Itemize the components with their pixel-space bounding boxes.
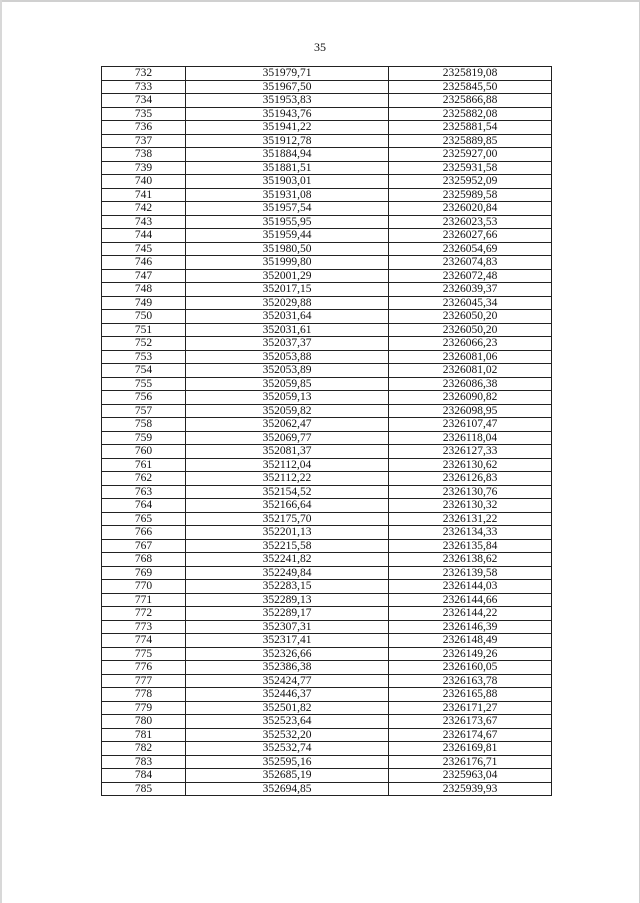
table-row: [102, 580, 552, 594]
point-number-cell: 759: [102, 431, 186, 445]
table-row: [102, 499, 552, 513]
table-row: [102, 526, 552, 540]
x-coordinate-cell: 352317,41: [186, 634, 389, 648]
y-coordinate-cell: 2326074,83: [389, 256, 552, 270]
y-coordinate-cell: 2326148,49: [389, 634, 552, 648]
table-row: [102, 323, 552, 337]
table-row: [102, 296, 552, 310]
y-coordinate-cell: 2326072,48: [389, 269, 552, 283]
x-coordinate-cell: 351955,95: [186, 215, 389, 229]
x-coordinate-cell: 352215,58: [186, 539, 389, 553]
table-row: [102, 161, 552, 175]
x-coordinate-cell: 352017,15: [186, 283, 389, 297]
y-coordinate-cell: 2326163,78: [389, 674, 552, 688]
table-row: [102, 364, 552, 378]
point-number-cell: 755: [102, 377, 186, 391]
x-coordinate-cell: 351884,94: [186, 148, 389, 162]
table-row: [102, 418, 552, 432]
x-coordinate-cell: 352053,89: [186, 364, 389, 378]
table-row: [102, 80, 552, 94]
y-coordinate-cell: 2326126,83: [389, 472, 552, 486]
y-coordinate-cell: 2326020,84: [389, 202, 552, 216]
y-coordinate-cell: 2325931,58: [389, 161, 552, 175]
table-row: [102, 310, 552, 324]
y-coordinate-cell: 2326130,62: [389, 458, 552, 472]
x-coordinate-cell: 352201,13: [186, 526, 389, 540]
y-coordinate-cell: 2326165,88: [389, 688, 552, 702]
point-number-cell: 746: [102, 256, 186, 270]
table-row: [102, 134, 552, 148]
point-number-cell: 747: [102, 269, 186, 283]
point-number-cell: 733: [102, 80, 186, 94]
point-number-cell: 735: [102, 107, 186, 121]
y-coordinate-cell: 2326146,39: [389, 620, 552, 634]
point-number-cell: 742: [102, 202, 186, 216]
y-coordinate-cell: 2326098,95: [389, 404, 552, 418]
table-row: [102, 431, 552, 445]
x-coordinate-cell: 352001,29: [186, 269, 389, 283]
x-coordinate-cell: 352112,04: [186, 458, 389, 472]
y-coordinate-cell: 2326176,71: [389, 755, 552, 769]
table-row: [102, 539, 552, 553]
point-number-cell: 740: [102, 175, 186, 189]
x-coordinate-cell: 351953,83: [186, 94, 389, 108]
x-coordinate-cell: 351999,80: [186, 256, 389, 270]
x-coordinate-cell: 352424,77: [186, 674, 389, 688]
point-number-cell: 760: [102, 445, 186, 459]
y-coordinate-cell: 2326130,32: [389, 499, 552, 513]
x-coordinate-cell: 352523,64: [186, 715, 389, 729]
y-coordinate-cell: 2326054,69: [389, 242, 552, 256]
y-coordinate-cell: 2325819,08: [389, 67, 552, 81]
x-coordinate-cell: 352069,77: [186, 431, 389, 445]
y-coordinate-cell: 2326139,58: [389, 566, 552, 580]
table-row: [102, 755, 552, 769]
point-number-cell: 780: [102, 715, 186, 729]
table-row: [102, 148, 552, 162]
table-row: [102, 607, 552, 621]
table-row: [102, 620, 552, 634]
point-number-cell: 767: [102, 539, 186, 553]
table-row: [102, 269, 552, 283]
y-coordinate-cell: 2325866,88: [389, 94, 552, 108]
y-coordinate-cell: 2326149,26: [389, 647, 552, 661]
point-number-cell: 741: [102, 188, 186, 202]
x-coordinate-cell: 352501,82: [186, 701, 389, 715]
point-number-cell: 737: [102, 134, 186, 148]
table-row: [102, 229, 552, 243]
table-row: [102, 188, 552, 202]
point-number-cell: 771: [102, 593, 186, 607]
y-coordinate-cell: 2326144,22: [389, 607, 552, 621]
y-coordinate-cell: 2326160,05: [389, 661, 552, 675]
y-coordinate-cell: 2325989,58: [389, 188, 552, 202]
y-coordinate-cell: 2325939,93: [389, 782, 552, 796]
point-number-cell: 763: [102, 485, 186, 499]
y-coordinate-cell: 2326118,04: [389, 431, 552, 445]
point-number-cell: 749: [102, 296, 186, 310]
table-row: [102, 337, 552, 351]
point-number-cell: 756: [102, 391, 186, 405]
table-row: [102, 445, 552, 459]
y-coordinate-cell: 2326130,76: [389, 485, 552, 499]
y-coordinate-cell: 2325889,85: [389, 134, 552, 148]
page-number: 35: [314, 40, 326, 54]
y-coordinate-cell: 2326081,02: [389, 364, 552, 378]
point-number-cell: 770: [102, 580, 186, 594]
y-coordinate-cell: 2326090,82: [389, 391, 552, 405]
x-coordinate-cell: 352595,16: [186, 755, 389, 769]
point-number-cell: 736: [102, 121, 186, 135]
y-coordinate-cell: 2326050,20: [389, 310, 552, 324]
y-coordinate-cell: 2326027,66: [389, 229, 552, 243]
x-coordinate-cell: 351957,54: [186, 202, 389, 216]
x-coordinate-cell: 352059,82: [186, 404, 389, 418]
x-coordinate-cell: 352446,37: [186, 688, 389, 702]
point-number-cell: 751: [102, 323, 186, 337]
scan-edge-left: [0, 0, 2, 903]
coordinates-table-body: [102, 67, 552, 796]
point-number-cell: 779: [102, 701, 186, 715]
x-coordinate-cell: 352053,88: [186, 350, 389, 364]
x-coordinate-cell: 351980,50: [186, 242, 389, 256]
x-coordinate-cell: 352031,64: [186, 310, 389, 324]
table-row: [102, 593, 552, 607]
x-coordinate-cell: 352326,66: [186, 647, 389, 661]
table-row: [102, 512, 552, 526]
table-row: [102, 67, 552, 81]
x-coordinate-cell: 352031,61: [186, 323, 389, 337]
y-coordinate-cell: 2326131,22: [389, 512, 552, 526]
y-coordinate-cell: 2326138,62: [389, 553, 552, 567]
y-coordinate-cell: 2326107,47: [389, 418, 552, 432]
point-number-cell: 752: [102, 337, 186, 351]
y-coordinate-cell: 2326144,66: [389, 593, 552, 607]
x-coordinate-cell: 351881,51: [186, 161, 389, 175]
point-number-cell: 764: [102, 499, 186, 513]
y-coordinate-cell: 2325927,00: [389, 148, 552, 162]
table-row: [102, 769, 552, 783]
table-row: [102, 728, 552, 742]
x-coordinate-cell: 352059,13: [186, 391, 389, 405]
y-coordinate-cell: 2325882,08: [389, 107, 552, 121]
point-number-cell: 782: [102, 742, 186, 756]
y-coordinate-cell: 2326173,67: [389, 715, 552, 729]
coordinates-table: [101, 66, 552, 796]
point-number-cell: 762: [102, 472, 186, 486]
y-coordinate-cell: 2325845,50: [389, 80, 552, 94]
point-number-cell: 772: [102, 607, 186, 621]
table-row: [102, 256, 552, 270]
x-coordinate-cell: 352532,20: [186, 728, 389, 742]
point-number-cell: 739: [102, 161, 186, 175]
point-number-cell: 766: [102, 526, 186, 540]
point-number-cell: 758: [102, 418, 186, 432]
point-number-cell: 753: [102, 350, 186, 364]
point-number-cell: 734: [102, 94, 186, 108]
table-row: [102, 674, 552, 688]
y-coordinate-cell: 2326174,67: [389, 728, 552, 742]
table-row: [102, 661, 552, 675]
point-number-cell: 750: [102, 310, 186, 324]
x-coordinate-cell: 352307,31: [186, 620, 389, 634]
x-coordinate-cell: 352059,85: [186, 377, 389, 391]
x-coordinate-cell: 352241,82: [186, 553, 389, 567]
point-number-cell: 743: [102, 215, 186, 229]
y-coordinate-cell: 2325881,54: [389, 121, 552, 135]
x-coordinate-cell: 352694,85: [186, 782, 389, 796]
table-row: [102, 715, 552, 729]
y-coordinate-cell: 2326045,34: [389, 296, 552, 310]
table-row: [102, 485, 552, 499]
table-row: [102, 377, 552, 391]
point-number-cell: 761: [102, 458, 186, 472]
x-coordinate-cell: 352289,17: [186, 607, 389, 621]
y-coordinate-cell: 2326169,81: [389, 742, 552, 756]
x-coordinate-cell: 352029,88: [186, 296, 389, 310]
table-row: [102, 553, 552, 567]
y-coordinate-cell: 2326171,27: [389, 701, 552, 715]
y-coordinate-cell: 2326050,20: [389, 323, 552, 337]
point-number-cell: 754: [102, 364, 186, 378]
y-coordinate-cell: 2326086,38: [389, 377, 552, 391]
table-row: [102, 458, 552, 472]
point-number-cell: 777: [102, 674, 186, 688]
x-coordinate-cell: 352249,84: [186, 566, 389, 580]
x-coordinate-cell: 352062,47: [186, 418, 389, 432]
point-number-cell: 748: [102, 283, 186, 297]
y-coordinate-cell: 2326081,06: [389, 350, 552, 364]
point-number-cell: 744: [102, 229, 186, 243]
x-coordinate-cell: 351979,71: [186, 67, 389, 81]
table-row: [102, 688, 552, 702]
point-number-cell: 778: [102, 688, 186, 702]
y-coordinate-cell: 2326135,84: [389, 539, 552, 553]
point-number-cell: 738: [102, 148, 186, 162]
x-coordinate-cell: 352386,38: [186, 661, 389, 675]
table-row: [102, 175, 552, 189]
x-coordinate-cell: 352289,13: [186, 593, 389, 607]
point-number-cell: 773: [102, 620, 186, 634]
scan-edge-top: [0, 0, 640, 2]
x-coordinate-cell: 352154,52: [186, 485, 389, 499]
x-coordinate-cell: 352685,19: [186, 769, 389, 783]
table-row: [102, 107, 552, 121]
x-coordinate-cell: 351912,78: [186, 134, 389, 148]
x-coordinate-cell: 352166,64: [186, 499, 389, 513]
point-number-cell: 732: [102, 67, 186, 81]
x-coordinate-cell: 351931,08: [186, 188, 389, 202]
table-row: [102, 742, 552, 756]
table-row: [102, 566, 552, 580]
y-coordinate-cell: 2326144,03: [389, 580, 552, 594]
point-number-cell: 785: [102, 782, 186, 796]
x-coordinate-cell: 351903,01: [186, 175, 389, 189]
table-row: [102, 634, 552, 648]
table-row: [102, 94, 552, 108]
x-coordinate-cell: 351943,76: [186, 107, 389, 121]
table-row: [102, 242, 552, 256]
table-row: [102, 391, 552, 405]
table-row: [102, 647, 552, 661]
table-row: [102, 472, 552, 486]
y-coordinate-cell: 2325963,04: [389, 769, 552, 783]
point-number-cell: 757: [102, 404, 186, 418]
table-row: [102, 701, 552, 715]
point-number-cell: 765: [102, 512, 186, 526]
table-row: [102, 404, 552, 418]
point-number-cell: 769: [102, 566, 186, 580]
y-coordinate-cell: 2326039,37: [389, 283, 552, 297]
table-row: [102, 202, 552, 216]
x-coordinate-cell: 352112,22: [186, 472, 389, 486]
point-number-cell: 776: [102, 661, 186, 675]
x-coordinate-cell: 352532,74: [186, 742, 389, 756]
y-coordinate-cell: 2326127,33: [389, 445, 552, 459]
x-coordinate-cell: 351967,50: [186, 80, 389, 94]
x-coordinate-cell: 352081,37: [186, 445, 389, 459]
y-coordinate-cell: 2326023,53: [389, 215, 552, 229]
point-number-cell: 774: [102, 634, 186, 648]
point-number-cell: 775: [102, 647, 186, 661]
table-row: [102, 283, 552, 297]
point-number-cell: 768: [102, 553, 186, 567]
table-row: [102, 782, 552, 796]
table-row: [102, 215, 552, 229]
table-row: [102, 121, 552, 135]
point-number-cell: 784: [102, 769, 186, 783]
point-number-cell: 781: [102, 728, 186, 742]
table-row: [102, 350, 552, 364]
x-coordinate-cell: 351941,22: [186, 121, 389, 135]
x-coordinate-cell: 351959,44: [186, 229, 389, 243]
point-number-cell: 745: [102, 242, 186, 256]
x-coordinate-cell: 352175,70: [186, 512, 389, 526]
x-coordinate-cell: 352283,15: [186, 580, 389, 594]
point-number-cell: 783: [102, 755, 186, 769]
y-coordinate-cell: 2326134,33: [389, 526, 552, 540]
y-coordinate-cell: 2326066,23: [389, 337, 552, 351]
x-coordinate-cell: 352037,37: [186, 337, 389, 351]
y-coordinate-cell: 2325952,09: [389, 175, 552, 189]
